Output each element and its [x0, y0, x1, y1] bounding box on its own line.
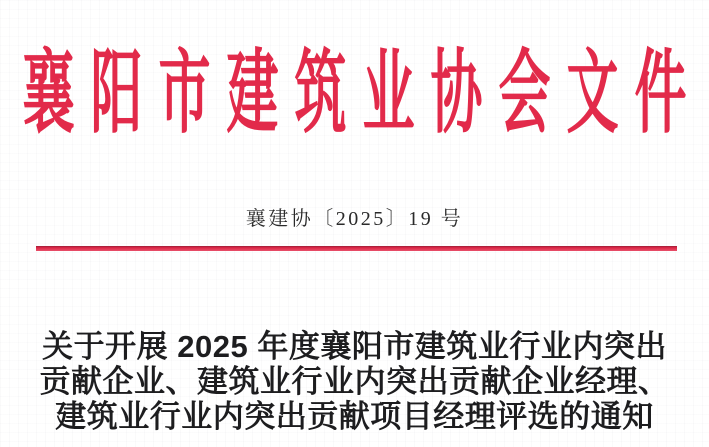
notice-title-line-2: 贡献企业、建筑业行业内突出贡献企业经理、	[39, 364, 670, 399]
document-reference-number: 襄建协〔2025〕19 号	[245, 208, 464, 230]
red-divider-line	[36, 246, 677, 251]
letterhead-org-title: 襄阳市建筑业协会文件	[22, 45, 703, 145]
notice-title	[0, 329, 709, 434]
notice-title-line-1: 关于开展 2025 年度襄阳市建筑业行业内突出	[42, 329, 667, 364]
notice-title-line-3: 建筑业行业内突出贡献项目经理评选的通知	[55, 399, 654, 434]
